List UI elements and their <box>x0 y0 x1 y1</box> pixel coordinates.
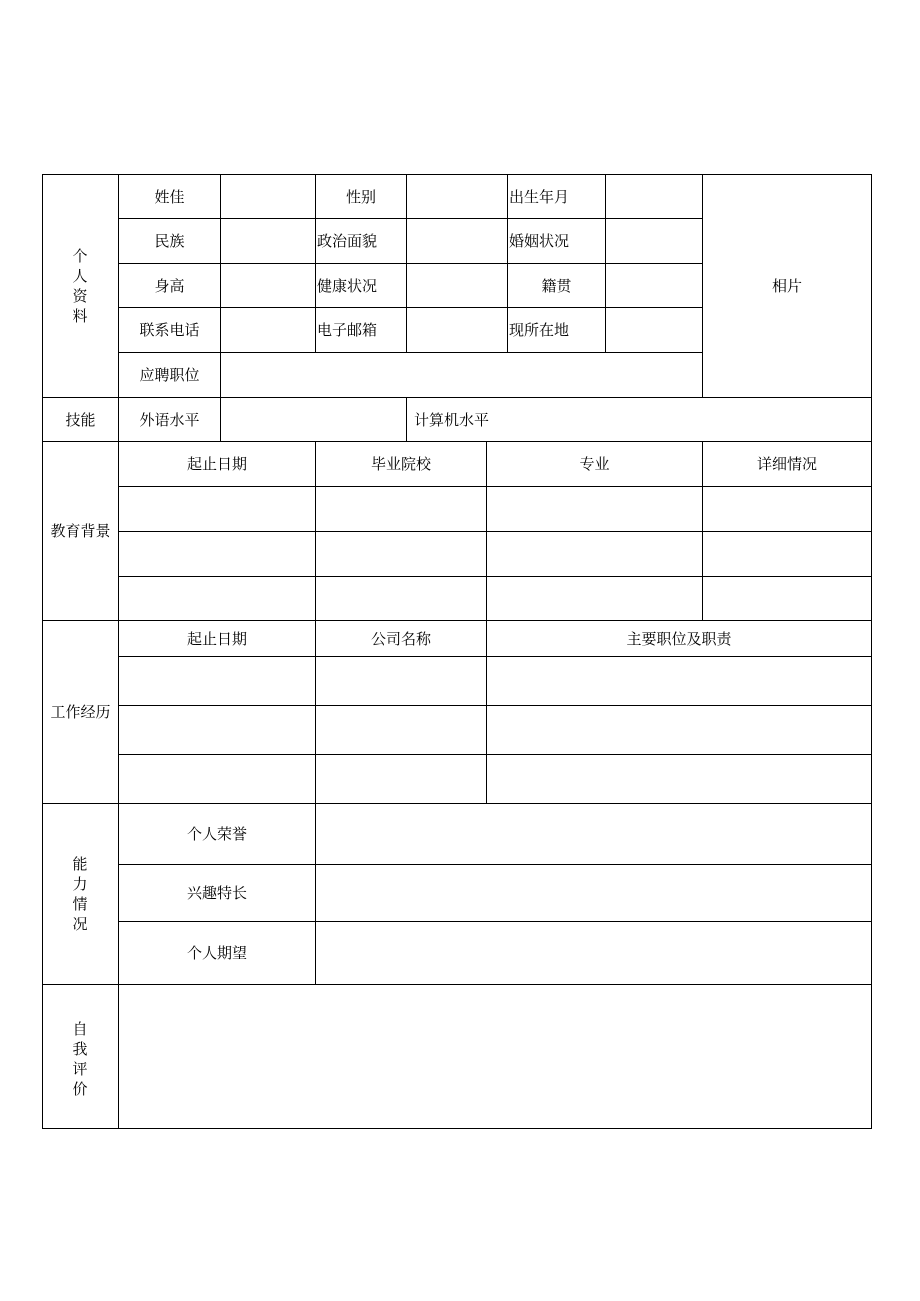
interests-field[interactable] <box>316 865 871 921</box>
section-label-personal: 个人资料 <box>72 247 88 325</box>
expectation-label: 个人期望 <box>186 944 247 962</box>
ethnicity-field[interactable] <box>221 219 315 263</box>
border-right <box>871 174 872 1129</box>
height-label: 身高 <box>154 276 185 295</box>
section-label-ability: 能力情况 <box>72 855 88 933</box>
row-line <box>118 576 872 577</box>
birth-field[interactable] <box>606 175 702 218</box>
gender-label: 性别 <box>345 187 376 206</box>
row-line <box>118 754 872 755</box>
political-label: 政治面貌 <box>317 232 378 250</box>
row-line <box>118 486 872 487</box>
position-label: 应聘职位 <box>139 366 200 384</box>
row-line <box>118 705 872 706</box>
border-bottom <box>42 1128 872 1129</box>
height-field[interactable] <box>221 264 315 307</box>
ethnicity-label: 民族 <box>154 232 185 250</box>
origin-field[interactable] <box>606 264 702 307</box>
section-label-education: 教育背景 <box>50 522 111 540</box>
work-header-dates: 起止日期 <box>186 629 247 648</box>
language-label: 外语水平 <box>139 410 200 429</box>
row-line <box>118 656 872 657</box>
computer-label: 计算机水平 <box>414 410 490 429</box>
photo-placeholder: 相片 <box>771 277 802 295</box>
position-field[interactable] <box>221 353 702 397</box>
section-label-skills: 技能 <box>65 410 96 429</box>
interests-label: 兴趣特长 <box>186 884 247 902</box>
computer-field[interactable] <box>572 398 871 441</box>
section-label-work: 工作经历 <box>50 703 111 721</box>
email-label: 电子邮箱 <box>317 321 378 339</box>
edu-header-details: 详细情况 <box>756 455 817 473</box>
political-field[interactable] <box>407 219 507 263</box>
marital-label: 婚姻状况 <box>509 232 570 250</box>
self-eval-field[interactable] <box>119 985 871 1128</box>
edu-header-dates: 起止日期 <box>186 455 247 473</box>
phone-field[interactable] <box>221 308 315 352</box>
gender-field[interactable] <box>407 175 507 218</box>
origin-label: 籍贯 <box>541 276 572 295</box>
honors-field[interactable] <box>316 804 871 864</box>
row-line <box>118 531 872 532</box>
language-field[interactable] <box>221 398 406 441</box>
col-line <box>507 174 508 352</box>
work-header-duties: 主要职位及职责 <box>626 629 732 648</box>
phone-label: 联系电话 <box>139 321 200 339</box>
name-field[interactable] <box>221 175 315 218</box>
location-label: 现所在地 <box>509 321 570 339</box>
resume-form <box>42 174 872 1129</box>
marital-field[interactable] <box>606 219 702 263</box>
edu-header-major: 专业 <box>579 455 610 473</box>
section-label-self-eval: 自我评价 <box>72 1020 88 1098</box>
birth-label: 出生年月 <box>509 187 570 206</box>
edu-header-school: 毕业院校 <box>370 455 431 473</box>
email-field[interactable] <box>407 308 507 352</box>
work-header-company: 公司名称 <box>370 629 431 648</box>
location-field[interactable] <box>606 308 702 352</box>
health-field[interactable] <box>407 264 507 307</box>
col-line <box>406 397 407 441</box>
health-label: 健康状况 <box>317 276 378 295</box>
honors-label: 个人荣誉 <box>186 825 247 843</box>
name-label: 姓佳 <box>154 187 185 206</box>
expectation-field[interactable] <box>316 922 871 984</box>
